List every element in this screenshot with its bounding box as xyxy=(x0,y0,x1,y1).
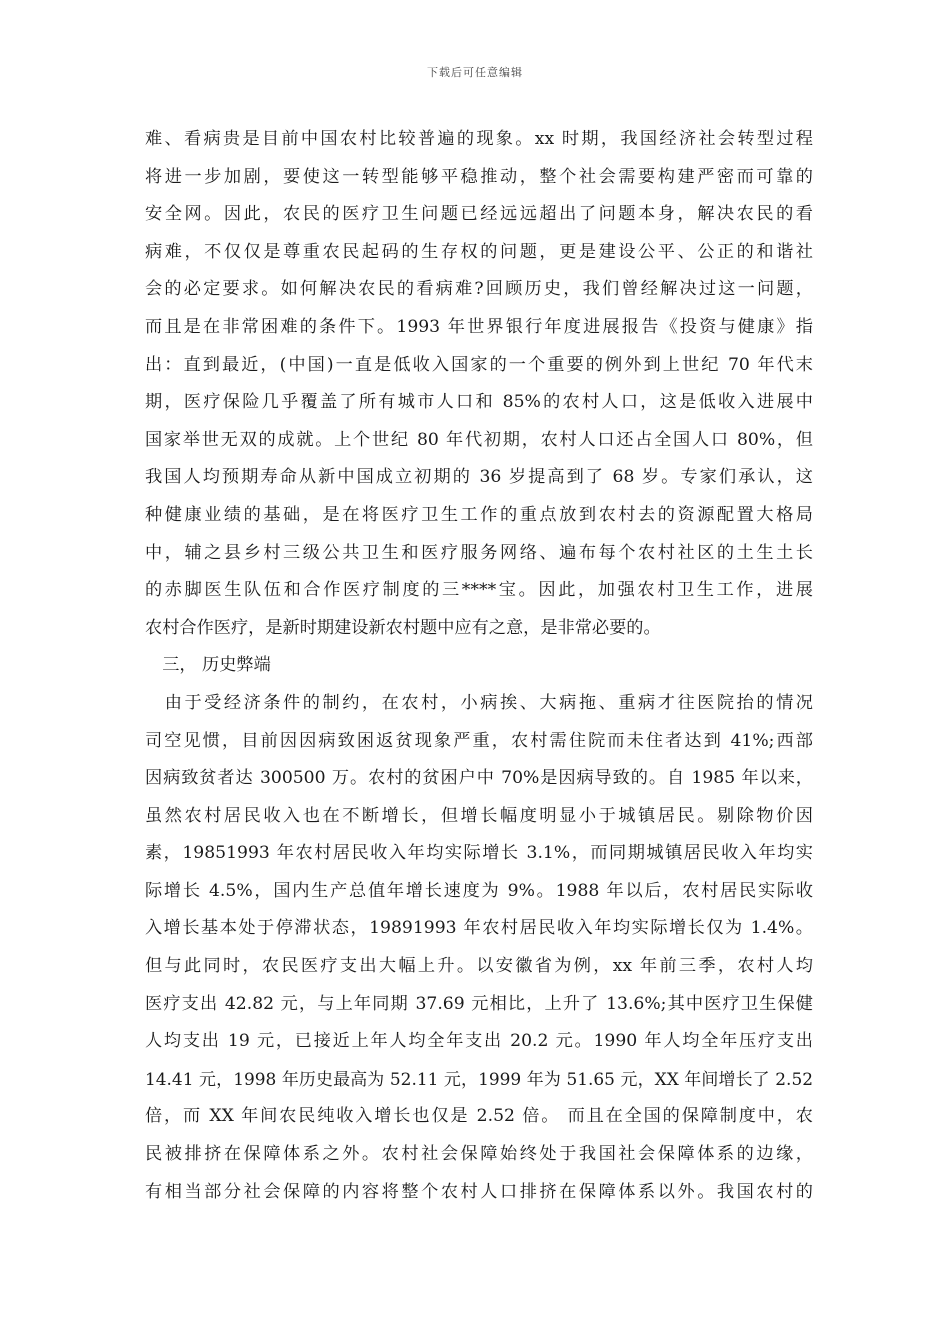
text-line: 司空见惯，目前因因病致困返贫现象严重，农村需住院而未住者达到 41%;西部 xyxy=(145,730,813,751)
text-line: 人均支出 19 元，已接近上年人均全年支出 20.2 元。1990 年人均全年压疗支出 xyxy=(145,1031,813,1052)
text-line: 病难，不仅仅是尊重农民起码的生存权的问题，更是建设公平、公正的和谐社 xyxy=(145,241,813,262)
text-line: 因病致贫者达 300500 万。农村的贫困户中 70%是因病导致的。自 1985 年以来， xyxy=(145,768,813,789)
text-line: 将进一步加剧，要使这一转型能够平稳推动，整个社会需要构建严密而可靠的 xyxy=(145,166,813,187)
text-line: 有相当部分社会保障的内容将整个农村人口排挤在保障体系以外。我国农村的 xyxy=(145,1181,813,1202)
text-line: 农村合作医疗，是新时期建设新农村题中应有之意，是非常必要的。 xyxy=(145,617,661,638)
text-line: 由于受经济条件的制约，在农村，小病挨、大病拖、重病才往医院抬的情况 xyxy=(145,692,813,713)
text-line: 安全网。因此，农民的医疗卫生问题已经远远超出了问题本身，解决农民的看 xyxy=(145,204,813,225)
text-line: 但与此同时，农民医疗支出大幅上升。以安徽省为例，xx 年前三季，农村人均 xyxy=(145,956,813,977)
text-line: 入增长基本处于停滞状态，19891993 年农村居民收入年均实际增长仅为 1.4%。 xyxy=(145,918,813,939)
text-line: 倍，而 XX 年间农民纯收入增长也仅是 2.52 倍。 而且在全国的保障制度中，农 xyxy=(145,1106,813,1127)
text-line: 我国人均预期寿命从新中国成立初期的 36 岁提高到了 68 岁。专家们承认，这 xyxy=(145,467,813,488)
text-line: 虽然农村居民收入也在不断增长，但增长幅度明显小于城镇居民。剔除物价因 xyxy=(145,805,813,826)
text-line: 国家举世无双的成就。上个世纪 80 年代初期，农村人口还占全国人口 80%，但 xyxy=(145,429,813,450)
text-line: 中，辅之县乡村三级公共卫生和医疗服务网络、遍布每个农村社区的土生土长 xyxy=(145,542,813,563)
text-line: 素，19851993 年农村居民收入年均实际增长 3.1%，而同期城镇居民收入年均实 xyxy=(145,843,813,864)
page-header: 下载后可任意编辑 xyxy=(427,66,523,79)
section-heading: 三， 历史弊端 xyxy=(145,655,271,676)
text-line: 的赤脚医生队伍和合作医疗制度的三****宝。因此，加强农村卫生工作，进展 xyxy=(145,580,813,601)
text-line: 医疗支出 42.82 元，与上年同期 37.69 元相比，上升了 13.6%;其中医疗卫生保健 xyxy=(145,993,813,1014)
text-line: 难、看病贵是目前中国农村比较普遍的现象。xx 时期，我国经济社会转型过程 xyxy=(145,129,813,149)
text-line: 出：直到最近，(中国)一直是低收入国家的一个重要的例外到上世纪 70 年代末 xyxy=(145,354,813,375)
text-line: 会的必定要求。如何解决农民的看病难?回顾历史，我们曾经解决过这一问题， xyxy=(145,279,813,300)
text-line: 而且是在非常困难的条件下。1993 年世界银行年度进展报告《投资与健康》指 xyxy=(145,316,813,337)
text-line: 民被排挤在保障体系之外。农村社会保障始终处于我国社会保障体系的边缘， xyxy=(145,1144,813,1165)
text-line: 种健康业绩的基础，是在将医疗卫生工作的重点放到农村去的资源配置大格局 xyxy=(145,504,813,525)
text-line: 14.41 元，1998 年历史最高为 52.11 元，1999 年为 51.65 元，XX 年间增长了 2.52 xyxy=(145,1068,813,1089)
text-line: 际增长 4.5%，国内生产总值年增长速度为 9%。1988 年以后，农村居民实际收 xyxy=(145,880,813,901)
document-body xyxy=(145,121,813,1211)
text-line: 期，医疗保险几乎覆盖了所有城市人口和 85%的农村人口，这是低收入进展中 xyxy=(145,392,813,413)
